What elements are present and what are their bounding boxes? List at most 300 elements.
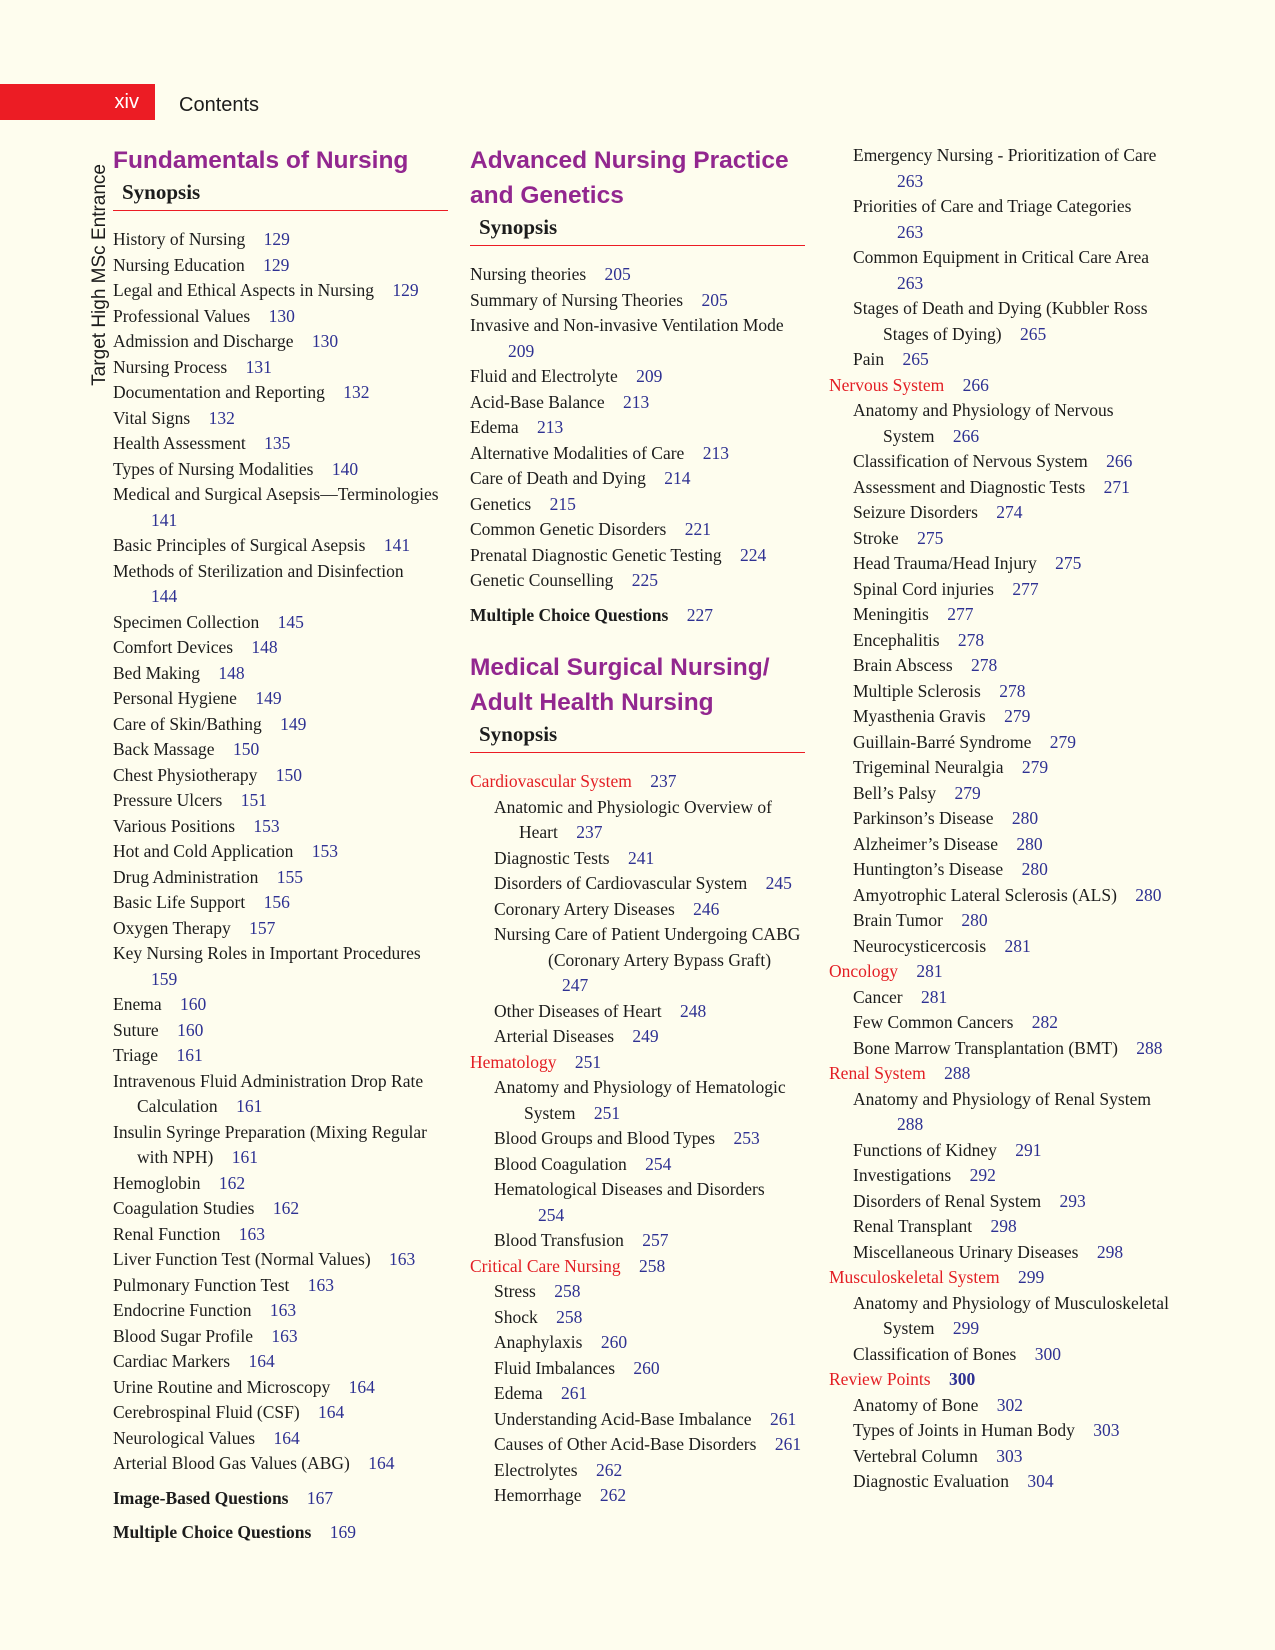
- toc-page-number: 163: [271, 1325, 298, 1346]
- toc-entry[interactable]: [470, 1024, 805, 1050]
- toc-entry[interactable]: [829, 449, 1169, 475]
- section-title: Medical Surgical Nursing/ Adult Health Nursing: [470, 654, 770, 716]
- toc-entry-title: Assessment and Diagnostic Tests: [853, 476, 1086, 497]
- toc-entry[interactable]: [829, 526, 1169, 552]
- toc-entry[interactable]: [113, 941, 448, 992]
- toc-category[interactable]: [470, 769, 805, 795]
- toc-entry[interactable]: [829, 475, 1169, 501]
- toc-page-number: 145: [277, 611, 304, 632]
- toc-page-number: 156: [263, 892, 290, 912]
- toc-page-number: 291: [1015, 1139, 1042, 1160]
- toc-entry-title: Basic Life Support: [113, 892, 246, 912]
- toc-entry[interactable]: [829, 628, 1169, 654]
- toc-entry[interactable]: [470, 543, 805, 569]
- toc-entry-title: Cancer: [853, 986, 903, 1007]
- toc-entry-title: Multiple Choice Questions: [113, 1522, 312, 1542]
- toc-page-number: 148: [251, 637, 278, 657]
- toc-entry-title: Renal Function: [113, 1223, 221, 1244]
- toc-entry-title: Nursing Process: [113, 356, 228, 377]
- toc-entry[interactable]: [113, 1298, 448, 1324]
- toc-entry[interactable]: [113, 1426, 448, 1452]
- toc-entry[interactable]: [470, 364, 805, 390]
- toc-entry-title: Anatomy and Physiology of Hematologic System: [494, 1077, 786, 1123]
- toc-entry[interactable]: [113, 431, 448, 457]
- toc-entry[interactable]: [829, 704, 1169, 730]
- toc-entry-list: [470, 262, 805, 628]
- toc-page-number: 292: [969, 1165, 996, 1185]
- toc-entry[interactable]: [829, 245, 1169, 296]
- toc-entry-title: Meningitis: [853, 604, 929, 624]
- spacer: [113, 1511, 448, 1520]
- toc-page-number: 163: [238, 1223, 266, 1244]
- toc-entry-title: Understanding Acid-Base Imbalance: [494, 1408, 752, 1429]
- toc-entry-title: Bell’s Palsy: [853, 782, 937, 803]
- toc-entry[interactable]: [470, 1177, 805, 1228]
- toc-entry-title: Few Common Cancers: [853, 1012, 1014, 1032]
- toc-entry[interactable]: [829, 985, 1169, 1011]
- toc-entry[interactable]: [829, 551, 1169, 577]
- toc-page-number: 298: [990, 1216, 1017, 1236]
- toc-page-number: 280: [961, 910, 988, 930]
- toc-entry[interactable]: [829, 908, 1169, 934]
- toc-entry[interactable]: [113, 1375, 448, 1401]
- toc-entry[interactable]: [829, 857, 1169, 883]
- toc-entry-list: [113, 227, 448, 1546]
- toc-page-number: 160: [177, 1019, 204, 1040]
- toc-entry-title: Diagnostic Evaluation: [853, 1471, 1010, 1491]
- toc-entry[interactable]: [470, 1126, 805, 1152]
- toc-entry-title: Nursing Care of Patient Undergoing CABG (Coronary Artery Bypass Graft): [494, 924, 801, 970]
- toc-entry-title: Professional Values: [113, 305, 251, 326]
- toc-page-number: 129: [392, 280, 419, 300]
- toc-page-number: 280: [1021, 859, 1048, 879]
- toc-entry[interactable]: [470, 1356, 805, 1382]
- toc-entry-title: Diagnostic Tests: [494, 847, 610, 868]
- toc-entry[interactable]: [470, 466, 805, 492]
- toc-page-number: 275: [917, 527, 944, 548]
- toc-page-number: 258: [556, 1306, 583, 1327]
- toc-entry[interactable]: [829, 1291, 1169, 1342]
- toc-entry[interactable]: [113, 1273, 448, 1299]
- toc-page-number: 167: [306, 1487, 334, 1508]
- toc-entry-title: Pain: [853, 349, 885, 369]
- toc-entry-title: Care of Skin/Bathing: [113, 713, 262, 734]
- toc-category[interactable]: [829, 1061, 1169, 1087]
- toc-page-number: 261: [774, 1434, 802, 1454]
- toc-entry-title: Anatomy and Physiology of Renal System: [853, 1088, 1151, 1109]
- toc-page-number: 281: [1004, 935, 1031, 956]
- toc-entry[interactable]: [113, 788, 448, 814]
- toc-entry[interactable]: [829, 577, 1169, 603]
- toc-page-number: 274: [996, 502, 1023, 522]
- toc-entry[interactable]: [113, 1069, 448, 1120]
- toc-entry-title: Trigeminal Neuralgia: [853, 757, 1004, 777]
- toc-entry-title: Anaphylaxis: [494, 1332, 583, 1352]
- toc-entry[interactable]: [113, 1018, 448, 1044]
- toc-entry[interactable]: [829, 1418, 1169, 1444]
- toc-page-number: 205: [604, 264, 631, 284]
- toc-entry[interactable]: [470, 1152, 805, 1178]
- synopsis-heading: Synopsis: [470, 213, 805, 246]
- toc-page-number: 245: [765, 873, 792, 893]
- toc-entry-title: Common Genetic Disorders: [470, 519, 667, 539]
- toc-entry-title: Care of Death and Dying: [470, 468, 646, 488]
- toc-entry[interactable]: [829, 1469, 1169, 1495]
- toc-entry-list: [829, 143, 1169, 1495]
- toc-entry[interactable]: [470, 1407, 805, 1433]
- toc-page-number: 278: [957, 629, 985, 650]
- toc-page-number: 261: [769, 1408, 797, 1429]
- toc-entry[interactable]: [470, 1458, 805, 1484]
- toc-entry-title: Vital Signs: [113, 407, 191, 428]
- toc-page-number: 237: [576, 822, 603, 842]
- toc-entry[interactable]: [113, 1222, 448, 1248]
- toc-page-number: 225: [631, 570, 659, 590]
- toc-entry-title: Renal Transplant: [853, 1216, 973, 1236]
- toc-entry[interactable]: [829, 1189, 1169, 1215]
- toc-entry-title: Head Trauma/Head Injury: [853, 553, 1037, 573]
- toc-entry-title: Acid-Base Balance: [470, 391, 605, 412]
- toc-entry[interactable]: [113, 1451, 448, 1477]
- toc-entry-title: Alzheimer’s Disease: [853, 833, 998, 854]
- toc-entry[interactable]: [113, 712, 448, 738]
- toc-entry-title: Encephalitis: [853, 629, 940, 650]
- toc-page-number: 279: [1049, 731, 1076, 752]
- toc-entry-title: Common Equipment in Critical Care Area: [853, 247, 1149, 267]
- toc-entry[interactable]: [470, 517, 805, 543]
- toc-entry[interactable]: [829, 194, 1169, 245]
- toc-entry-title: Documentation and Reporting: [113, 382, 325, 402]
- toc-page-number: 302: [996, 1394, 1024, 1415]
- toc-entry-title: Coagulation Studies: [113, 1198, 255, 1218]
- toc-page-number: 277: [947, 604, 974, 624]
- toc-entry-title: Genetics: [470, 493, 532, 514]
- toc-page-number: 131: [245, 356, 272, 377]
- toc-entry-title: Insulin Syringe Preparation (Mixing Regular with NPH): [113, 1121, 427, 1167]
- toc-entry-title: Brain Abscess: [853, 655, 953, 675]
- toc-entry[interactable]: [470, 390, 805, 416]
- toc-entry[interactable]: [829, 398, 1169, 449]
- toc-entry[interactable]: [113, 533, 448, 559]
- toc-category[interactable]: [829, 373, 1169, 399]
- toc-page-number: 279: [1021, 757, 1049, 777]
- toc-entry-title: Medical and Surgical Asepsis—Terminologies: [113, 484, 439, 504]
- toc-page-number: 253: [733, 1128, 760, 1148]
- toc-entry[interactable]: [113, 278, 448, 304]
- toc-entry[interactable]: [470, 313, 805, 364]
- toc-page-number: 251: [574, 1051, 602, 1072]
- toc-entry[interactable]: [470, 1279, 805, 1305]
- toc-entry-title: Nursing theories: [470, 264, 587, 284]
- toc-page-number: 265: [1019, 323, 1047, 344]
- toc-page-number: 263: [897, 221, 924, 242]
- toc-entry-title: Nervous System: [829, 374, 945, 395]
- toc-entry[interactable]: [470, 288, 805, 314]
- toc-entry[interactable]: [829, 883, 1169, 909]
- toc-entry-title: Anatomy of Bone: [853, 1394, 979, 1415]
- toc-page-number: 266: [962, 374, 989, 395]
- toc-entry-title: Oncology: [829, 961, 899, 981]
- toc-page-number: 169: [329, 1522, 356, 1542]
- toc-entry-title: Myasthenia Gravis: [853, 706, 986, 726]
- toc-entry[interactable]: [113, 814, 448, 840]
- toc-page-number: 293: [1059, 1190, 1086, 1211]
- toc-entry[interactable]: [829, 1214, 1169, 1240]
- toc-entry[interactable]: [470, 871, 805, 897]
- toc-entry[interactable]: [113, 1171, 448, 1197]
- toc-entry[interactable]: [470, 1228, 805, 1254]
- toc-entry-title: Edema: [494, 1383, 543, 1403]
- toc-page-number: 281: [916, 961, 943, 981]
- toc-entry-title: Arterial Diseases: [494, 1026, 615, 1046]
- toc-entry[interactable]: [829, 806, 1169, 832]
- toc-page-number: 162: [272, 1198, 300, 1218]
- toc-category[interactable]: [829, 1265, 1169, 1291]
- toc-page-number: 224: [740, 544, 767, 565]
- toc-page-number: 298: [1096, 1241, 1124, 1262]
- toc-entry[interactable]: [829, 347, 1169, 373]
- toc-page-number: 288: [897, 1114, 924, 1134]
- toc-entry-title: Multiple Sclerosis: [853, 680, 981, 701]
- toc-entry-title: Hematology: [470, 1051, 557, 1072]
- toc-page-number: 227: [686, 604, 713, 625]
- toc-entry[interactable]: [829, 781, 1169, 807]
- toc-entry[interactable]: [470, 568, 805, 594]
- toc-category[interactable]: [470, 1254, 805, 1280]
- toc-entry[interactable]: [470, 846, 805, 872]
- toc-entry-title: Cerebrospinal Fluid (CSF): [113, 1402, 300, 1422]
- toc-entry[interactable]: [113, 1120, 448, 1171]
- toc-entry[interactable]: [113, 865, 448, 891]
- toc-entry[interactable]: [113, 890, 448, 916]
- toc-entry-title: Renal System: [829, 1063, 926, 1083]
- toc-entry-title: Pulmonary Function Test: [113, 1274, 290, 1295]
- toc-entry-title: Disorders of Cardiovascular System: [494, 873, 748, 893]
- toc-entry-title: Stress: [494, 1281, 536, 1301]
- toc-page-number: 251: [593, 1102, 621, 1123]
- toc-entry-title: Hematological Diseases and Disorders: [494, 1179, 765, 1199]
- toc-page-number: 280: [1135, 884, 1162, 905]
- toc-entry[interactable]: [113, 253, 448, 279]
- toc-entry[interactable]: [829, 1087, 1169, 1138]
- toc-page-number: 162: [218, 1172, 246, 1193]
- toc-entry-title: Stages of Death and Dying (Kubbler Ross Stages of Dying): [853, 298, 1148, 344]
- toc-entry[interactable]: [829, 1342, 1169, 1368]
- toc-entry[interactable]: [829, 653, 1169, 679]
- toc-entry[interactable]: [113, 457, 448, 483]
- toc-entry[interactable]: [113, 1196, 448, 1222]
- toc-entry[interactable]: [470, 897, 805, 923]
- toc-page-number: 258: [639, 1255, 666, 1276]
- toc-page-number: 150: [275, 764, 302, 785]
- toc-entry-title: Blood Coagulation: [494, 1153, 627, 1174]
- toc-entry[interactable]: [113, 916, 448, 942]
- toc-entry[interactable]: [829, 500, 1169, 526]
- page-number-tab: [0, 84, 155, 120]
- toc-entry[interactable]: [829, 832, 1169, 858]
- toc-entry[interactable]: [113, 1043, 448, 1069]
- toc-entry[interactable]: [829, 1444, 1169, 1470]
- toc-entry[interactable]: [113, 737, 448, 763]
- toc-entry[interactable]: [113, 839, 448, 865]
- toc-entry[interactable]: [829, 934, 1169, 960]
- toc-page-number: 266: [952, 425, 980, 446]
- toc-entry-title: Personal Hygiene: [113, 688, 237, 708]
- toc-entry-title: Specimen Collection: [113, 611, 260, 632]
- page-number: xiv: [114, 90, 139, 113]
- toc-page-number: 263: [897, 272, 924, 293]
- toc-entry[interactable]: [829, 1036, 1169, 1062]
- toc-category[interactable]: [829, 959, 1169, 985]
- toc-entry[interactable]: [470, 1381, 805, 1407]
- toc-entry[interactable]: [829, 730, 1169, 756]
- toc-page-number: 303: [1093, 1420, 1120, 1440]
- toc-entry-title: Multiple Choice Questions: [470, 604, 669, 625]
- toc-entry[interactable]: [470, 262, 805, 288]
- toc-entry[interactable]: [470, 999, 805, 1025]
- toc-page-number: 149: [255, 688, 282, 708]
- section-title: Fundamentals of Nursing: [113, 147, 409, 174]
- toc-entry-title: Legal and Ethical Aspects in Nursing: [113, 280, 374, 300]
- toc-page-number: 261: [560, 1383, 588, 1403]
- toc-entry[interactable]: [829, 1240, 1169, 1266]
- toc-entry-title: Shock: [494, 1306, 538, 1327]
- toc-entry[interactable]: [113, 482, 448, 533]
- toc-page-number: 209: [508, 340, 535, 361]
- toc-entry[interactable]: [470, 795, 805, 846]
- side-book-title: Target High MSc Entrance: [89, 164, 110, 386]
- toc-entry[interactable]: [113, 1520, 448, 1546]
- toc-entry[interactable]: [113, 227, 448, 253]
- toc-entry-title: Oxygen Therapy: [113, 917, 231, 938]
- toc-entry[interactable]: [113, 1247, 448, 1273]
- toc-entry[interactable]: [113, 1349, 448, 1375]
- toc-page-number: 266: [1106, 451, 1133, 471]
- toc-entry-title: Bed Making: [113, 662, 201, 683]
- toc-page-number: 164: [318, 1402, 345, 1422]
- toc-entry[interactable]: [113, 1324, 448, 1350]
- toc-category[interactable]: [470, 1050, 805, 1076]
- toc-entry[interactable]: [113, 1486, 448, 1512]
- toc-entry[interactable]: [470, 1432, 805, 1458]
- toc-entry[interactable]: [470, 1483, 805, 1509]
- toc-entry-title: Seizure Disorders: [853, 502, 978, 522]
- toc-page-number: 260: [633, 1357, 660, 1378]
- toc-entry-title: Bone Marrow Transplantation (BMT): [853, 1037, 1118, 1058]
- toc-page-number: 247: [562, 975, 589, 995]
- toc-entry-title: Cardiovascular System: [470, 771, 632, 791]
- toc-entry[interactable]: [113, 1400, 448, 1426]
- toc-page-number: 149: [280, 713, 307, 734]
- toc-entry[interactable]: [113, 355, 448, 381]
- toc-entry[interactable]: [113, 610, 448, 636]
- toc-entry-title: Review Points: [829, 1369, 931, 1389]
- toc-page-number: 249: [632, 1026, 659, 1046]
- toc-entry[interactable]: [470, 922, 805, 999]
- toc-entry[interactable]: [829, 1138, 1169, 1164]
- toc-entry[interactable]: [829, 679, 1169, 705]
- toc-page-number: 214: [664, 468, 691, 488]
- toc-entry[interactable]: [829, 755, 1169, 781]
- toc-column-3: [829, 143, 1169, 1495]
- toc-entry[interactable]: [470, 1330, 805, 1356]
- toc-page-number: 278: [999, 680, 1026, 701]
- toc-page-number: 161: [236, 1096, 263, 1116]
- toc-entry[interactable]: [113, 559, 448, 610]
- toc-page-number: 135: [264, 433, 291, 453]
- toc-entry-title: Cardiac Markers: [113, 1351, 231, 1371]
- toc-entry[interactable]: [829, 1163, 1169, 1189]
- toc-entry[interactable]: [113, 635, 448, 661]
- toc-entry[interactable]: [113, 380, 448, 406]
- toc-page-number: 164: [368, 1453, 395, 1473]
- toc-page-number: 300: [1034, 1343, 1061, 1364]
- toc-entry[interactable]: [829, 143, 1169, 194]
- toc-entry[interactable]: [829, 296, 1169, 347]
- toc-entry-title: Causes of Other Acid-Base Disorders: [494, 1434, 757, 1454]
- toc-page-number: 129: [263, 254, 290, 275]
- toc-page-number: 262: [595, 1459, 623, 1480]
- toc-entry[interactable]: [470, 415, 805, 441]
- toc-entry-title: Functions of Kidney: [853, 1139, 997, 1160]
- toc-entry[interactable]: [470, 603, 805, 629]
- toc-page-number: 246: [693, 898, 720, 919]
- toc-entry[interactable]: [470, 441, 805, 467]
- toc-page-number: 132: [208, 407, 235, 428]
- toc-entry[interactable]: [470, 1305, 805, 1331]
- toc-entry-title: Enema: [113, 994, 162, 1014]
- toc-entry[interactable]: [113, 406, 448, 432]
- toc-page-number: 277: [1012, 578, 1039, 599]
- toc-page-number: 141: [151, 509, 178, 530]
- toc-entry-title: Liver Function Test (Normal Values): [113, 1249, 371, 1269]
- toc-entry[interactable]: [113, 661, 448, 687]
- toc-entry-title: Amyotrophic Lateral Sclerosis (ALS): [853, 884, 1117, 905]
- toc-page-number: 278: [971, 655, 998, 675]
- toc-page-number: 205: [701, 289, 728, 310]
- toc-entry-title: Neurological Values: [113, 1427, 256, 1448]
- toc-page-number: 299: [1017, 1267, 1045, 1287]
- toc-entry[interactable]: [829, 602, 1169, 628]
- toc-entry-title: Brain Tumor: [853, 910, 943, 930]
- toc-entry[interactable]: [113, 992, 448, 1018]
- toc-entry-title: Back Massage: [113, 739, 215, 759]
- toc-entry[interactable]: [470, 492, 805, 518]
- toc-entry-title: Various Positions: [113, 815, 236, 836]
- toc-page-number: 213: [702, 442, 729, 463]
- toc-entry[interactable]: [470, 1075, 805, 1126]
- toc-entry[interactable]: [113, 686, 448, 712]
- toc-column-1: [113, 143, 448, 1546]
- toc-entry[interactable]: [829, 1393, 1169, 1419]
- toc-entry-title: Hot and Cold Application: [113, 841, 294, 861]
- toc-entry-title: Coronary Artery Diseases: [494, 898, 675, 919]
- toc-page-number: 164: [273, 1427, 300, 1448]
- toc-category[interactable]: [829, 1367, 1169, 1393]
- toc-entry-title: Hemorrhage: [494, 1485, 582, 1505]
- toc-page-number: 151: [240, 790, 267, 810]
- toc-page-number: 161: [176, 1045, 203, 1065]
- section-title: Advanced Nursing Practice and Genetics: [470, 147, 789, 209]
- toc-entry[interactable]: [113, 304, 448, 330]
- toc-entry[interactable]: [829, 1010, 1169, 1036]
- toc-page-number: 144: [151, 586, 178, 606]
- toc-entry-title: Blood Sugar Profile: [113, 1325, 253, 1346]
- toc-entry[interactable]: [113, 329, 448, 355]
- toc-entry[interactable]: [113, 763, 448, 789]
- toc-column-2: [470, 143, 805, 1509]
- toc-entry-title: Neurocysticercosis: [853, 935, 987, 956]
